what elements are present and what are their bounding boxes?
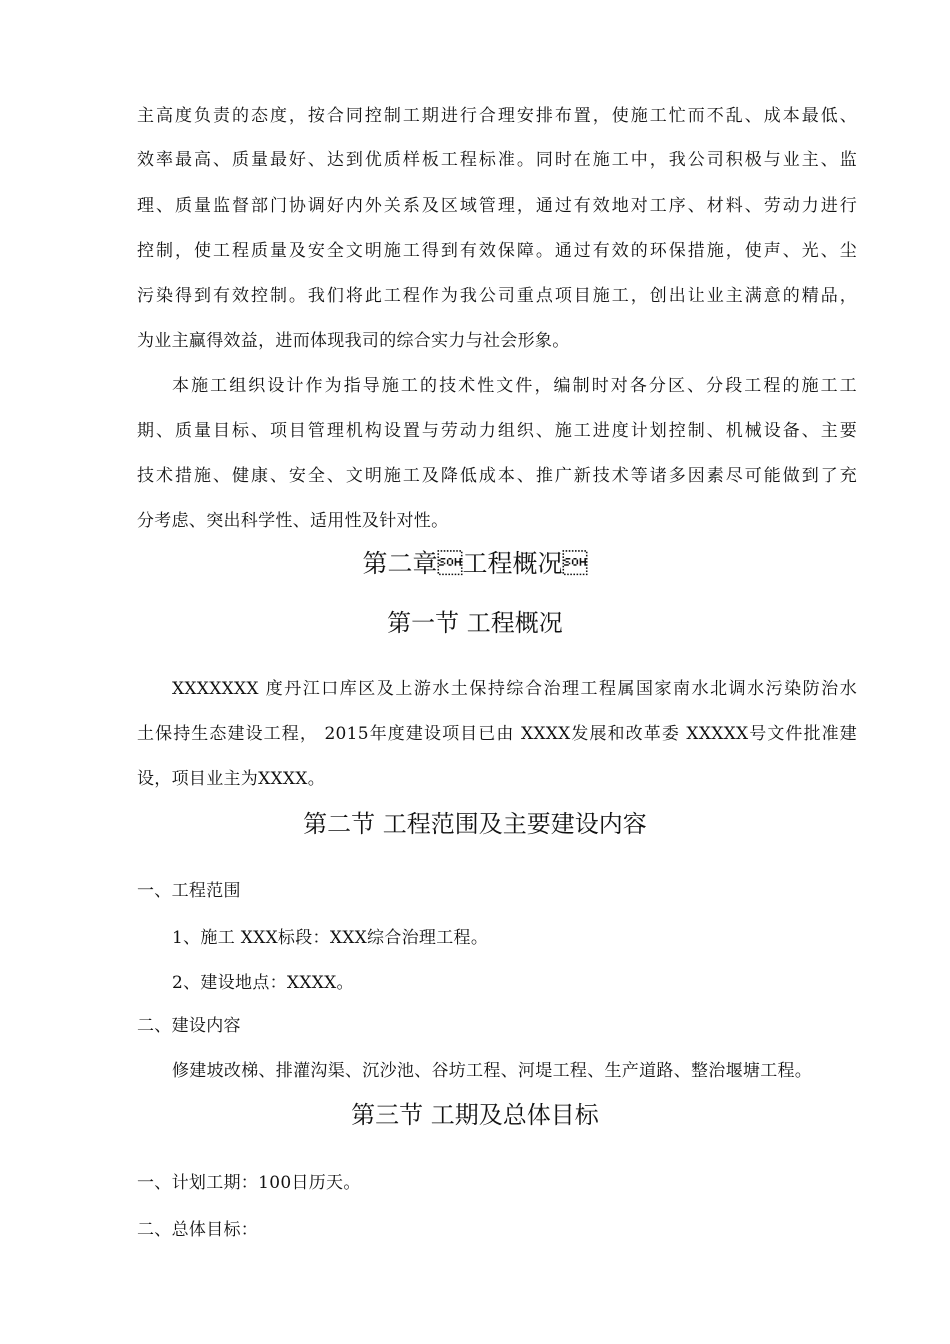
intro-line-6: 为业主赢得效益，进而体现我司的综合实力与社会形象。 [137, 331, 570, 351]
section-1-line-1: XXXXXXX 度丹江口库区及上游水土保持综合治理工程属国家南水北调水污染防治水 [172, 679, 857, 699]
para2-line-2: 期、质量目标、项目管理机构设置与劳动力组织、施工进度计划控制、机械设备、主要 [137, 421, 857, 441]
intro-line-1: 主高度负责的态度，按合同控制工期进行合理安排布置，使施工忙而不乱、成本最低、 [137, 106, 857, 126]
content-heading: 二、建设内容 [137, 1016, 241, 1036]
content-text: 修建坡改梯、排灌沟渠、沉沙池、谷坊工程、河堤工程、生产道路、整治堰塘工程。 [172, 1061, 813, 1081]
section-3-title: 第三节 工期及总体目标 [351, 1101, 599, 1129]
scope-item-2: 2、建设地点：XXXX。 [172, 973, 354, 993]
section-1-line-2: 土保持生态建设工程， 2015年度建设项目已由 XXXX发展和改革委 XXXXX号文件批准建 [137, 724, 857, 744]
intro-line-5: 污染得到有效控制。我们将此工程作为我公司重点项目施工，创出让业主满意的精品， [137, 286, 857, 306]
scope-heading: 一、工程范围 [137, 881, 241, 901]
intro-line-3: 理、质量监督部门协调好内外关系及区域管理，通过有效地对工序、材料、劳动力进行 [137, 196, 857, 216]
intro-line-4: 控制，使工程质量及安全文明施工得到有效保障。通过有效的环保措施，使声、光、尘 [137, 241, 857, 261]
intro-line-2: 效率最高、质量最好、达到优质样板工程标准。同时在施工中，我公司积极与业主、监 [137, 150, 857, 170]
scope-item-1: 1、施工 XXX标段：XXX综合治理工程。 [172, 928, 489, 948]
section-1-title: 第一节 工程概况 [387, 609, 563, 637]
overall-goal-item: 二、总体目标： [137, 1220, 259, 1240]
para2-line-1: 本施工组织设计作为指导施工的技术性文件，编制时对各分区、分段工程的施工工 [172, 376, 857, 396]
section-2-title: 第二节 工程范围及主要建设内容 [303, 810, 647, 838]
section-1-line-3: 设，项目业主为XXXX。 [137, 769, 326, 789]
schedule-item: 一、计划工期：100日历天。 [137, 1173, 361, 1193]
para2-line-4: 分考虑、突出科学性、适用性及针对性。 [137, 511, 449, 531]
chapter-title: 第二章工程概况 [362, 549, 588, 578]
para2-line-3: 技术措施、健康、安全、文明施工及降低成本、推广新技术等诸多因素尽可能做到了充 [137, 466, 857, 486]
